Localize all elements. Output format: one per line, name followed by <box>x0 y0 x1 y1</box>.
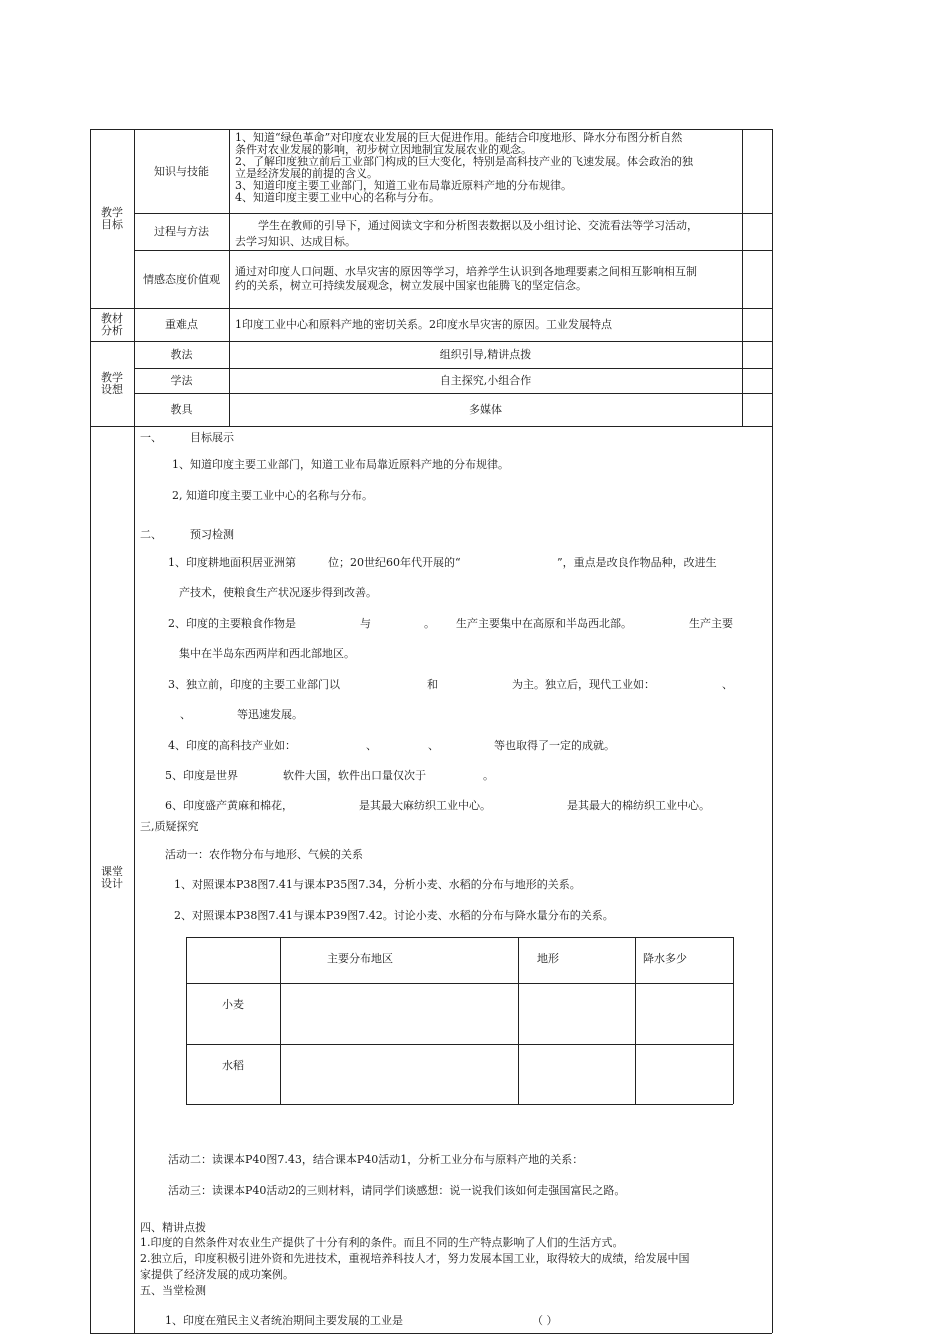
q3-text: 等迅速发展。 <box>237 708 303 721</box>
row-divider <box>90 426 772 427</box>
classroom-label: 课堂 设计 <box>101 865 123 890</box>
knowledge-line: 2、了解印度独立前后工业部门构成的巨大变化，特别是高科技产业的飞速发展。体会政治的独 <box>235 155 693 168</box>
method-value: 组织引导,精讲点拨 <box>439 348 532 361</box>
difficulty-label: 重难点 <box>165 318 198 331</box>
activity-3: 活动三：读课本P40活动2的三则材料，请同学们谈感想：说一说我们该如何走强国富民之路。 <box>168 1184 626 1197</box>
emotion-label: 情感态度价值观 <box>143 273 220 286</box>
row-divider <box>90 308 772 309</box>
study-value: 自主探究,小组合作 <box>439 374 532 387</box>
table-row-label: 水稻 <box>222 1059 244 1072</box>
goals-label: 教学 目标 <box>101 206 123 231</box>
q2-text: 2、印度的主要粮食作物是 <box>168 617 296 630</box>
section-1-num: 一、 <box>140 431 162 444</box>
q2-text: 生产主要集中在高原和半岛西北部。 <box>456 617 632 630</box>
section-4-title: 四、精讲点拨 <box>140 1221 206 1234</box>
section-2-title: 预习检测 <box>190 528 234 541</box>
q3-text: 3、独立前，印度的主要工业部门以 <box>168 678 340 691</box>
difficulty-text: 1印度工业中心和原料产地的密切关系。2印度水旱灾害的原因。工业发展特点 <box>235 318 612 331</box>
border-bottom <box>90 1333 772 1334</box>
material-label: 教材 分析 <box>101 312 123 337</box>
q2-text: 与 <box>360 617 371 630</box>
activity-1-title: 活动一：农作物分布与地形、气候的关系 <box>165 848 363 861</box>
q5-text: 软件大国，软件出口量仅次于 <box>283 769 426 782</box>
row-divider <box>134 213 772 214</box>
knowledge-line: 1、知道“绿色革命”对印度农业发展的巨大促进作用。能结合印度地形、降水分布图分析自然 <box>235 131 683 144</box>
q6-text: 6、印度盛产黄麻和棉花， <box>165 799 293 812</box>
q5-text: 。 <box>483 769 494 782</box>
design-label: 教学 设想 <box>101 371 123 396</box>
section-5-title: 五、当堂检测 <box>140 1284 206 1297</box>
q3-text: 和 <box>427 678 438 691</box>
row-divider <box>134 250 772 251</box>
table-line <box>186 937 187 1104</box>
activity-1-item: 2、对照课本P38图7.41与课本P39图7.42。讨论小麦、水稻的分布与降水量分布的关系。 <box>174 909 614 922</box>
process-line: 去学习知识、达成目标。 <box>235 235 356 248</box>
method-label: 教法 <box>170 348 193 361</box>
border-left <box>90 129 91 1333</box>
knowledge-line: 条件对农业发展的影响，初步树立因地制宜发展农业的观念。 <box>235 143 532 156</box>
knowledge-line: 4、知道印度主要工业中心的名称与分布。 <box>235 191 440 204</box>
q2-text: 。 <box>424 617 435 630</box>
study-label: 学法 <box>170 374 193 387</box>
emotion-line: 约的关系，树立可持续发展观念，树立发展中国家也能腾飞的坚定信念。 <box>235 279 587 292</box>
q2-text: 生产主要 <box>689 617 733 630</box>
section-4-line: 2.独立后，印度积极引进外资和先进技术，重视培养科技人才，努力发展本国工业，取得较大的成绩，给发展中国 <box>140 1252 690 1265</box>
q4-text: 、 <box>428 739 439 752</box>
row-divider <box>134 368 772 369</box>
process-line: 学生在教师的引导下，通过阅读文字和分析图表数据以及小组讨论、交流看法等学习活动， <box>258 219 698 232</box>
border-right <box>772 129 773 1333</box>
q6-text: 是其最大麻纺织工业中心。 <box>359 799 491 812</box>
table-line <box>186 937 733 938</box>
q4-text: 、 <box>366 739 377 752</box>
table-line <box>186 1044 733 1045</box>
knowledge-line: 立是经济发展的前提的含义。 <box>235 167 378 180</box>
table-row-label: 小麦 <box>222 998 244 1011</box>
q3-text: 、 <box>722 678 733 691</box>
table-line <box>635 937 636 1104</box>
activity-2: 活动二：读课本P40图7.43，结合课本P40活动1，分析工业分布与原料产地的关系： <box>168 1153 584 1166</box>
q1-text: 1、印度耕地面积居亚洲第 <box>168 556 296 569</box>
table-header: 主要分布地区 <box>327 952 393 965</box>
table-header: 降水多少 <box>643 952 687 965</box>
section-2-num: 二、 <box>140 528 162 541</box>
q5-text: 5、印度是世界 <box>165 769 238 782</box>
process-label: 过程与方法 <box>154 225 209 238</box>
table-header: 地形 <box>537 952 559 965</box>
col-divider-3 <box>742 129 743 426</box>
col-divider-1 <box>134 129 135 1333</box>
knowledge-line: 3、知道印度主要工业部门，知道工业布局靠近原料产地的分布规律。 <box>235 179 572 192</box>
q2-text: 集中在半岛东西两岸和西北部地区。 <box>179 647 355 660</box>
activity-1-item: 1、对照课本P38图7.41与课本P35图7.34，分析小麦、水稻的分布与地形的关系。 <box>174 878 581 891</box>
q4-text: 等也取得了一定的成就。 <box>494 739 615 752</box>
row-divider <box>134 393 772 394</box>
q6-text: 是其最大的棉纺织工业中心。 <box>567 799 710 812</box>
border-top <box>90 129 772 130</box>
table-line <box>733 937 734 1104</box>
q1-text: ”，重点是改良作物品种，改进生 <box>557 556 717 569</box>
section-3-title: 三,质疑探究 <box>140 820 199 833</box>
goal-item: 1、知道印度主要工业部门，知道工业布局靠近原料产地的分布规律。 <box>172 458 509 471</box>
q3-text: 、 <box>180 708 191 721</box>
goal-item: 2, 知道印度主要工业中心的名称与分布。 <box>172 489 373 502</box>
table-line <box>186 983 733 984</box>
table-line <box>186 1104 733 1105</box>
q4-text: 4、印度的高科技产业如： <box>168 739 296 752</box>
test-answer-blank: （ ） <box>532 1314 558 1327</box>
section-4-line: 家提供了经济发展的成功案例。 <box>140 1268 294 1281</box>
q1-text: 位；20世纪60年代开展的“ <box>328 556 461 569</box>
emotion-line: 通过对印度人口问题、水旱灾害的原因等学习，培养学生认识到各地理要素之间相互影响相互制 <box>235 265 697 278</box>
table-line <box>518 937 519 1104</box>
test-question: 1、印度在殖民主义者统治期间主要发展的工业是 <box>165 1314 403 1327</box>
q1-text: 产技术，使粮食生产状况逐步得到改善。 <box>179 586 377 599</box>
q3-text: 为主。独立后，现代工业如： <box>512 678 655 691</box>
section-4-line: 1.印度的自然条件对农业生产提供了十分有利的条件。而且不同的生产特点影响了人们的生活方式。 <box>140 1236 624 1249</box>
row-divider <box>90 341 772 342</box>
tools-label: 教具 <box>170 403 193 416</box>
tools-value: 多媒体 <box>469 403 502 416</box>
section-1-title: 目标展示 <box>190 431 234 444</box>
knowledge-label: 知识与技能 <box>154 165 209 178</box>
